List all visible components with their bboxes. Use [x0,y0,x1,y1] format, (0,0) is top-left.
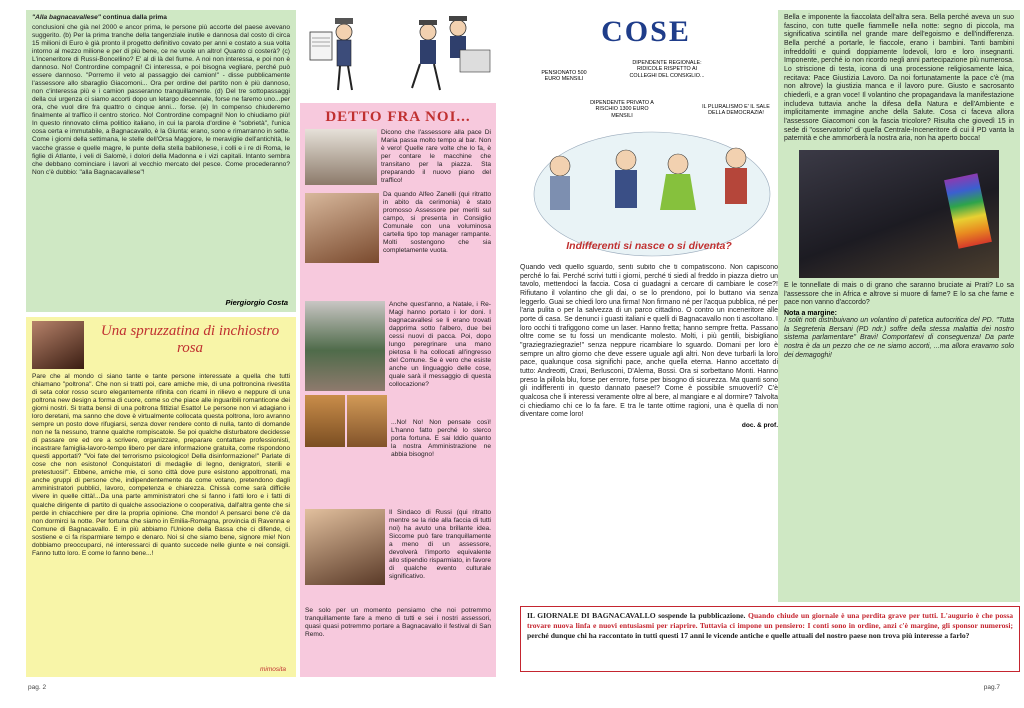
col1-author: Piergiorgio Costa [225,298,288,307]
alla-bagnacavallese-panel [26,10,296,312]
detto-1-text: Dicono che l'assessore alla pace Di Maria passa molto tempo al bar. Non è vero! Quelle rare volte che lo fa, è per contare le macchine che transitano per la piazza. Sta preparando il nuovo piano del traffico! [381,129,491,185]
spruzzatina-body: Pare che al mondo ci siano tante e tante persone interessate a quella che tutti chiamano "poltrona". Che non si tratti poi, care amiche mie, di una poltroncina rivestita di seta color rosso scuro elegantemente rifinita con ricami in rilievo e neppure di una poltrona new design a forma di cuore, come so che piace alle inguaribili romanticone dei giorni nostri. Si tratta bensì di una poltrona fittizia! Esatto! Le persone non vi adagiano i loro deretani, ma sanno che dove è virtualmente collocata questa poltrona, loro avranno sempre un posto dove rifugiarsi, senza dover rendere conto di nulla, tanto di domande non ne fa nessuno, tranne qualche rompiscatole. Se poi qualche disturbatore decidesse di passare ore ed ore a scrivere, organizzare, preparare contattare professionisti, incastrare famiglia-lavoro-tempo libero per dare informazione gratuita, come rispondono questi apportati? "Voi fate del terrorismo psicologico! Della disinformazione!" Parlate di cose che non esistono! Conquistatori di medaglie di legno, denigratori, sterili e pretestuosi!". Ebbene, amiche mie, ci sono città dove pure esistono appoltronati, ma anche gruppi di persone che, indipendentemente da come votano, pretendono dagli amministratori pubblici, lavoro, competenza e chiarezza. Chissà come sarà difficile vivere in quelle città!...Da una parte amministratori che si fanno i fatti loro e i fatti di qualche dirigente di partito di qualche associazione o cooperativa, dall'altra gente che si perde in chiacchiere per dire la propria opinione. Che mondo! A pensarci bene c'è da non dormirci la notte. Per fortuna che siamo in Emilia-Romagna, provincia di Ravenna e Comune di Bagnacavallo. E in più abbiamo l'Unione della Bassa che ci difende, ci sostiene e ci fa risparmiare tempo e denaro. Noi sì che siamo bene, signore mie! Non dobbiamo preoccuparci, né interessarci di quanto succede nelle giunte e nei consigli. Fanno tutto loro. E come lo fanno bene...! [32,373,290,557]
detto-4a-text: Il Sindaco di Russi (qui ritratto mentre se la ride alla faccia di tutti noi) ha avuto una brillante idea. Siccome può fare tranquillamente a meno di un assessore, devolverà l'importo equivalente allo stipendio risparmiato, in favore di qualche evento culturale significativo. [389,509,491,581]
footer-red: Quando chiude un giornale è una perdita grave per tutti. L'augurio è che possa trovare nuova linfa e nuovi entusiasmi per riaprire. Tuttavia ci impone un pensiero: I conti sono in ordine, anzi c'è margine, gli sponsor numerosi; [527,611,1014,630]
detto-4b-text: Se solo per un momento pensiamo che noi potremmo tranquillamente fare a meno di tutti e sei i nostri assessori, quasi quasi potremmo portare a Bagnacavallo il festival di San Remo. [305,607,491,639]
photo-christmas-tree [305,301,385,391]
detto-item-4 [305,509,491,669]
spruzzatina-panel [26,317,296,677]
detto-fra-noi-panel [300,103,496,677]
photo-fiaccolata [799,150,999,278]
rainbow-flag-icon [944,173,992,249]
fiaccolata-panel [778,10,1020,602]
indifferenti-body: Quando vedi quello sguardo, senti subito che ti compatiscono. Non capiscono perché lo fai. Perché scrivi tutti i giorni, perché ti siedi al freddo in piazza dietro un tavolo, mettendoci la faccia. Cosa ci guadagni a cercare di cambiare le cose?! Rifiutano il volantino che gli dai, o se lo prendono, poi lo buttano via senza leggerlo. Guai se chiedi loro una firma! Non firmano né per l'acqua pubblica, né per l'aria pulita o per la salvezza di un parco cittadino. O contro un inceneritore alle porte di casa. Se denunci i guasti italiani e quelli di Bagnacavallo non ti ascoltano. I loro occhi ti trafiggono come un laser. Hanno fretta; hanno sempre fretta. Passano oltre come se tu fossi un mendicante molesto. Molti, i più gentili, bisbigliano "graziegraziegrazie!" senza neppure ricambiare lo sguardo. Domani per loro è sempre un altro giorno che deve essere uguale agli altri. Non deve turbarli la loro pace, qualunque cosa significhi pace, anche quella eterna. Hanno accettato di tutto: Andreotti, Craxi, Berlusconi, D'Alema, Bossi. Ora si sorbettano Monti. Hanno preso la pillola blu, forse per errore, forse per bisogno di sicurezza. Ma quanti sono gli indifferenti in questo dannato paese!? Come è possibile smuoverli? C'è qualcosa che li interessi veramente oltre al bere, al mangiare e al dormire? Talvolta ci chiediamo chi ce lo fa fare. E tra le tante ottime ragioni, una è quella di non diventare come loro! [520,264,778,419]
label-dipendente-regionale: DIPENDENTE REGIONALE: RIDICOLE RISPETTO AI COLLEGHI DEL CONSIGLIO... [629,60,705,79]
footer-strong: IL GIORNALE DI BAGNACAVALLO sospende la pubblicazione. [527,611,746,620]
footer-text [527,611,1013,641]
footer-rest: perché dunque chi ha raccontato in tutti questi 17 anni le vicende antiche e quelle attuali del nostro paese non trova più interesse a farlo? [527,630,970,640]
detto-3b-text: ...No! No! Non pensate così! L'hanno fatto perché lo sterco porta fortuna. E sai Iddio quanto la nostra Amministrazione ne abbia bisogno! [391,419,491,459]
cartoon-politicians-icon [300,10,496,100]
label-pluralismo: IL PLURALISMO E' IL SALE DELLA DEMOCRAZIA! [702,104,770,117]
spruzzatina-title: Una spruzzatina di inchiostro rosa [100,323,280,357]
col1-body: conclusioni che già nel 2000 e ancor prima, le persone più accorte del paese avevano suggerito. (b) Per la prima tranche della tangenziale inutile e dannosa dal costo di circa 15 milioni di Euro è già pronto il progetto definitivo covato per anni e costato a sua volta intorno al mezzo milione e per di più bene, ce ne vuole un altro! Quanto ci costerà? (c) L'inceneritore di Russi-Boncellino? E' al di là del fiume. A noi non interessa, e poi non è dannoso. No! Contrordine compagni! Ci interessa, e poi bisogna vegliare, perché può essere dannoso. "Porremo il veto al passaggio dei camion!" - disse pubblicamente l'assessore allo sbaraglio Giacomoni... Ora per ordine del partito non è più dannoso, non c'interessa più e i camion passeranno tranquillamente. (d) Del tre sottopassaggi della cui urgenza ci siamo accorti dopo un letargo decennale, forse ne faremo uno...per ora, che vuol dire fra quattro o cinque anni... forse. (e) In compenso chiuderemo finalmente al traffico il centro storico. No! Contrordine compagni! Non lo chiudiamo più! In questo rinnovato clima politico italiano, in cui la parola d'ordine è "sobrietà", l'unica cosa certa e immutabile, a Bagnacavallo, è la Giunta: erano, sono e rimarranno in sette. Come i giorni della settimana, le stelle dell'Orsa Maggiore, le meraviglie dell'antichità, le vacche grasse e quelle magre, le punte della stella babilonese, i colli e i re di Roma, le figlie di Atlante, i veli di Salomè, i dolori della Madonna e i vizi capitali. Intanto sembra che debbano cominciare i lavori al vecchio mercato del pesce. Come procederanno? Non c'è dubbio: "alla Bagnacavallese"! [32,24,290,176]
col1-header [32,14,290,22]
page-number-right: pag.7 [983,684,1000,691]
spruzzatina-header [32,321,290,371]
col1-header-italic: "Alla bagnacavallese" [32,14,101,21]
detto-2-text: Da quando Alfeo Zanelli (qui ritratto in abito da cerimonia) è stato promosso Assessore per meriti sul campo, si presenta in Consiglio Comunale con una voluminosa cartella tipo top manager rampante. Molti sostengono che sia completamente vuota. [383,191,491,255]
cartoon-indifference [520,54,778,260]
nota-label: Nota a margine: [784,310,837,318]
fiaccolata-body-2: E le tonnellate di mais o di grano che saranno bruciate ai Prati? Lo sa l'assessore che in Africa e altrove si muore di fame? E lo sa che fame e pace non vanno d'accordo? [784,282,1014,307]
spruzzatina-author: mimosita [259,666,286,673]
indifferenti-article [520,264,778,604]
photo-inkwell [32,321,84,369]
fiaccolata-body: Bella e imponente la fiaccolata dell'altra sera. Bella perché aveva un suo fascino, con tutte quelle fiammelle nella notte: segno di piccola, ma significativa scintilla nel grande mare dell'egoismo e dell'indifferenza. Bella perché a portarle, le fiaccole, erano i bambini. Tanti bambini infreddoliti e quindi doppiamente lodevoli, loro e loro insegnanti. Imponente, perché io non ricordo negli anni partecipazione più numerosa. Lo striscione di testa, icona di una processione religiosamente laica, recitava: Pace Giustizia Lavoro. Da noi fortunatamente la pace c'è (ma non altrove) la giustizia manca e il lavoro pure. Giusto e sacrosanto chiederli, e a gran voce! Il volantino che propagandava la manifestazione includeva tuttavia anche la difesa della Natura e dell'Ambiente e implicitamente immagine anche della Salute. Cosa ci faceva allora l'assessore Giacomoni con la fascia tricolore? Risulta che giovedì 15 in sede di "osservatorio" di quella Centrale-Inceneritore di cui il PD vanta la paternità e che ammorberà la nostra aria, non ha aperto bocca! [784,14,1014,143]
detto-fra-noi-title: DETTO FRA NOI... [325,109,471,125]
cartoon-politicians-illustration [300,10,496,100]
label-pensionato: PENSIONATO 500 EURO MENSILI [541,70,587,83]
footer-announcement [520,606,1020,672]
detto-item-1 [305,129,491,191]
detto-item-2 [305,191,491,301]
photo-toilets-2 [347,395,387,447]
detto-3a-text: Anche quest'anno, a Natale, i Re-Magi hanno portato i lor doni. I bagnacavallesi se li erano trovati dapprima sotto l'albero, due bei cessi nuovi di pacca. Poi, dopo lungo peregrinare una mano pietosa li ha collocati all'ingresso del Comune. Se è vero che esiste anche un linguaggio delle cose, quale sarà il messaggio di questa collocazione? [389,301,491,389]
nota-body: I soliti noti distribuivano un volantino di patetica autocritica del PD. "Tutta la Segreteria Bersani (PD ndr.) soffre della stessa malattia dei nostro sistema parlamentare" Bravi! Comportatevi di conseguenza! Da parte nostra è da un pezzo che ce ne siamo accorti, ...ma allora eravamo solo dei demagoghi! [784,317,1014,359]
indifferenti-author: doc. & prof. [741,422,778,430]
photo-alfeo-zanelli [305,193,379,263]
label-dipendente-privato: DIPENDENTE PRIVATO A RISCHIO 1300 EURO MENSILI [590,100,654,119]
photo-assessore-bar [305,129,377,185]
photo-toilets-1 [305,395,345,447]
detto-item-3 [305,301,491,509]
cose-cosi-title: COSE [601,15,691,48]
col1-header-rest: continua dalla prima [100,14,167,21]
page-number-left: pag. 2 [28,684,47,691]
cartoon-caption: Indifferenti si nasce o si diventa? [566,240,732,252]
photo-sindaco-russi [305,509,385,585]
